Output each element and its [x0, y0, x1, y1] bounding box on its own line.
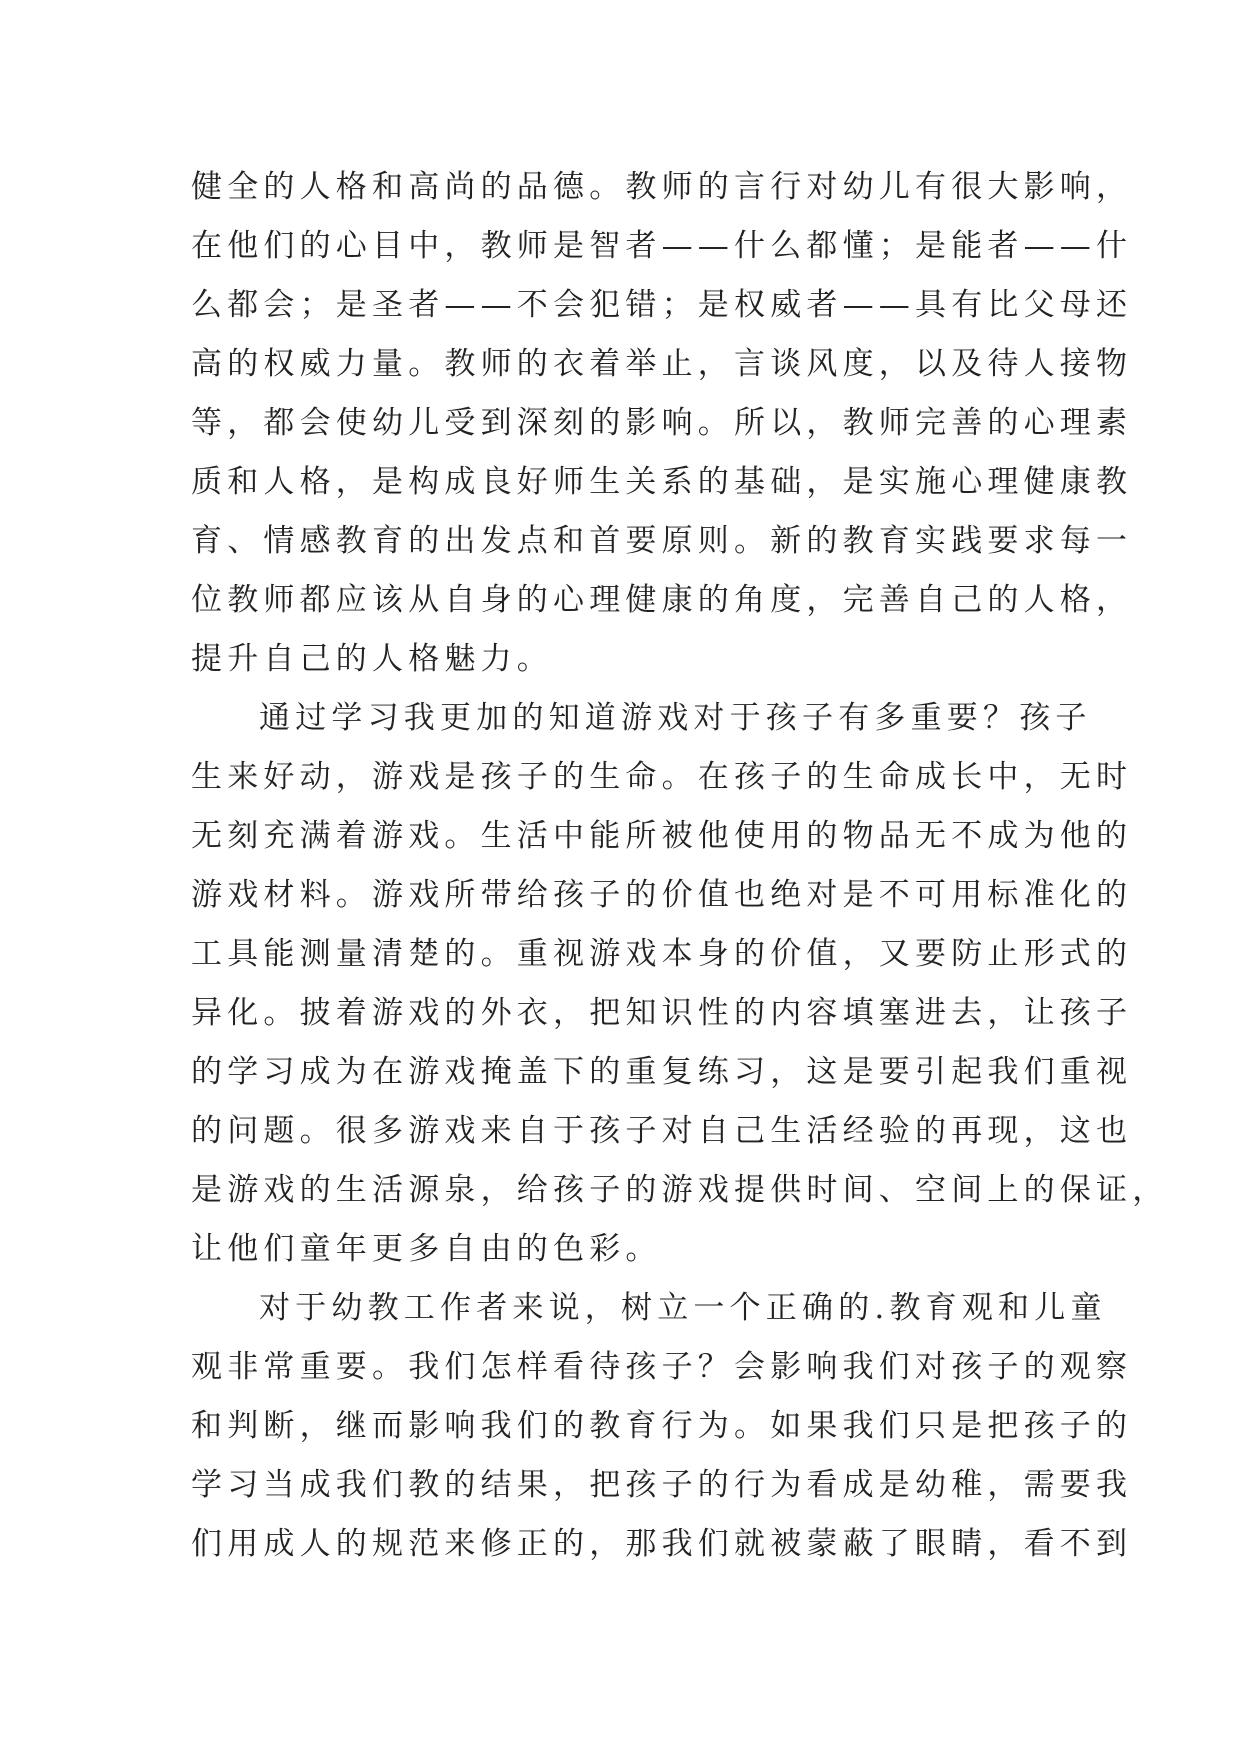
text-line-first: 通过学习我更加的知道游戏对于孩子有多重要？孩子 — [259, 700, 1092, 736]
text-line: 的学习成为在游戏掩盖下的重复练习，这是要引起我们重视 — [191, 1054, 1133, 1090]
text-line: 提升自己的人格魅力。 — [191, 641, 553, 677]
text-line: 生来好动，游戏是孩子的生命。在孩子的生命成长中，无时 — [191, 759, 1133, 795]
text-line-first: 对于幼教工作者来说，树立一个正确的.教育观和儿童 — [259, 1290, 1107, 1326]
paragraph-3 — [191, 1279, 1133, 1574]
text-line: 么都会；是圣者——不会犯错；是权威者——具有比父母还 — [191, 287, 1133, 323]
text-line: 高的权威力量。教师的衣着举止，言谈风度，以及待人接物 — [191, 346, 1133, 382]
text-line: 健全的人格和高尚的品德。教师的言行对幼儿有很大影响， — [191, 169, 1133, 205]
text-line: 的问题。很多游戏来自于孩子对自己生活经验的再现，这也 — [191, 1113, 1133, 1149]
text-line: 在他们的心目中，教师是智者——什么都懂；是能者——什 — [191, 228, 1133, 264]
text-line: 让他们童年更多自由的色彩。 — [191, 1231, 662, 1267]
text-line: 学习当成我们教的结果，把孩子的行为看成是幼稚，需要我 — [191, 1467, 1133, 1503]
text-line: 游戏材料。游戏所带给孩子的价值也绝对是不可用标准化的 — [191, 877, 1133, 913]
text-line: 异化。披着游戏的外衣，把知识性的内容填塞进去，让孩子 — [191, 995, 1133, 1031]
text-line: 工具能测量清楚的。重视游戏本身的价值，又要防止形式的 — [191, 936, 1133, 972]
paragraph-2 — [191, 689, 1169, 1279]
text-line: 和判断，继而影响我们的教育行为。如果我们只是把孩子的 — [191, 1408, 1133, 1444]
document-body — [191, 158, 1169, 1574]
text-line: 们用成人的规范来修正的，那我们就被蒙蔽了眼睛，看不到 — [191, 1526, 1133, 1562]
text-line: 质和人格，是构成良好师生关系的基础，是实施心理健康教 — [191, 464, 1133, 500]
text-line: 无刻充满着游戏。生活中能所被他使用的物品无不成为他的 — [191, 818, 1133, 854]
text-line: 观非常重要。我们怎样看待孩子？会影响我们对孩子的观察 — [191, 1349, 1133, 1385]
text-line: 是游戏的生活源泉，给孩子的游戏提供时间、空间上的保证， — [191, 1172, 1169, 1208]
text-line: 等，都会使幼儿受到深刻的影响。所以，教师完善的心理素 — [191, 405, 1133, 441]
text-line: 育、情感教育的出发点和首要原则。新的教育实践要求每一 — [191, 523, 1133, 559]
paragraph-1 — [191, 158, 1133, 689]
text-line: 位教师都应该从自身的心理健康的角度，完善自己的人格， — [191, 582, 1133, 618]
